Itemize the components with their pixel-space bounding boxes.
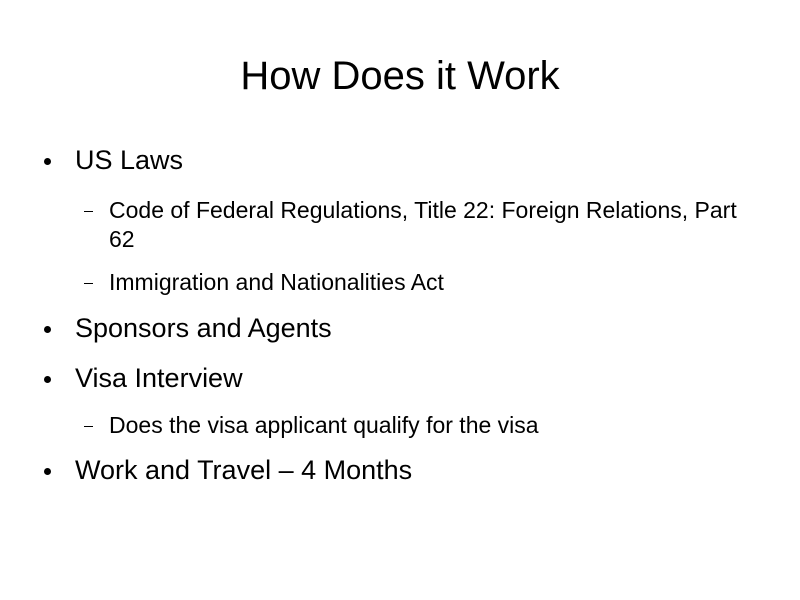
bullet-text: Visa Interview [75,363,243,393]
dash-icon [84,426,93,427]
bullet-item-visa-interview [75,362,243,394]
bullet-item-sponsors [75,312,332,344]
bullet-item-work-travel [75,454,412,486]
sub-bullet-text: Immigration and Nationalities Act [109,269,444,295]
slide-title: How Does it Work [240,54,560,98]
bullet-dot-icon [44,326,51,333]
sub-bullet-item-qualify [109,411,749,440]
sub-bullet-text: Does the visa applicant qualify for the visa [109,412,539,438]
bullet-item-us-laws [75,144,183,176]
sub-bullet-item-ina [109,268,749,297]
bullet-text: US Laws [75,145,184,175]
bullet-dot-icon [44,468,51,475]
sub-bullet-text: Code of Federal Regulations, Title 22: Foreign Relations, Part 62 [109,197,737,252]
bullet-dot-icon [44,376,51,383]
dash-icon [84,211,93,212]
bullet-text: Sponsors and Agents [75,313,332,343]
bullet-dot-icon [44,158,51,165]
sub-bullet-item-cfr [109,196,749,254]
dash-icon [84,283,93,284]
bullet-text: Work and Travel – 4 Months [75,455,413,485]
